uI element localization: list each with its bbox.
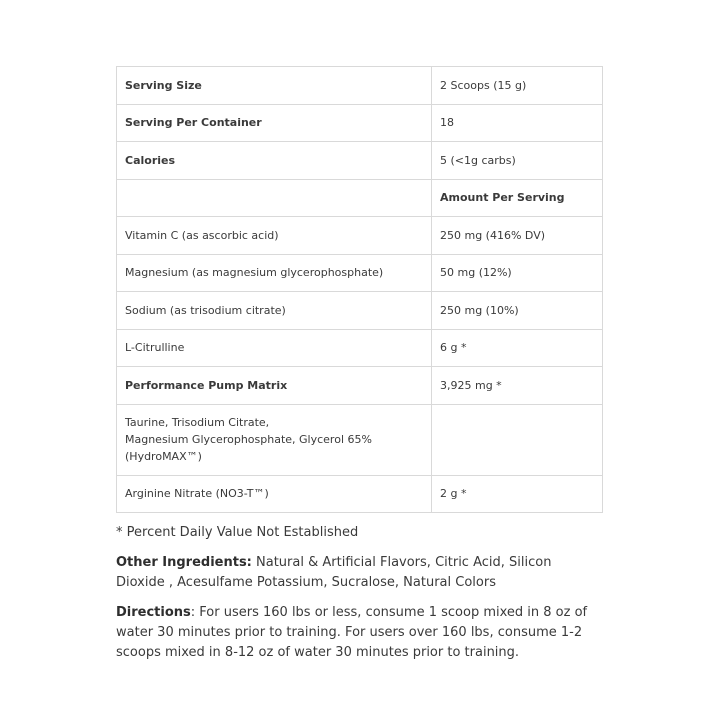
arginine-value: 2 g *	[432, 475, 603, 513]
empty-header-cell	[117, 179, 432, 217]
other-ingredients-text: Natural & Artificial Flavors, Citric Acid, Silicon Dioxide , Acesulfame Potassium, Sucralose, Natural Colors	[116, 555, 552, 590]
serving-size-value: 2 Scoops (15 g)	[432, 67, 603, 105]
table-row	[117, 254, 603, 292]
empty-cell	[432, 404, 603, 475]
other-ingredients	[116, 553, 601, 593]
table-row	[117, 292, 603, 330]
calories-value: 5 (<1g carbs)	[432, 142, 603, 180]
nutrient-name: Sodium (as trisodium citrate)	[117, 292, 432, 330]
table-row	[117, 475, 603, 513]
nutrient-name: L-Citrulline	[117, 329, 432, 367]
table-row	[117, 217, 603, 255]
table-row	[117, 179, 603, 217]
supplement-facts-panel	[116, 66, 601, 673]
directions	[116, 603, 601, 663]
matrix-line: Magnesium Glycerophosphate, Glycerol 65%	[125, 433, 372, 446]
matrix-line: (HydroMAX™)	[125, 450, 202, 463]
table-row	[117, 142, 603, 180]
matrix-ingredients	[117, 404, 432, 475]
product-notes	[116, 523, 601, 663]
table-row	[117, 367, 603, 405]
calories-label: Calories	[117, 142, 432, 180]
arginine-label: Arginine Nitrate (NO3-T™)	[117, 475, 432, 513]
matrix-label: Performance Pump Matrix	[117, 367, 432, 405]
nutrient-amount: 6 g *	[432, 329, 603, 367]
directions-label: Directions	[116, 605, 191, 620]
serving-size-label: Serving Size	[117, 67, 432, 105]
nutrient-amount: 50 mg (12%)	[432, 254, 603, 292]
amount-per-serving-header: Amount Per Serving	[432, 179, 603, 217]
directions-text: : For users 160 lbs or less, consume 1 scoop mixed in 8 oz of water 30 minutes prior to training. For users over 160 lbs, consume 1-2 scoops mixed in 8-12 oz of water 30 minutes prior to training.	[116, 605, 588, 660]
footnote: * Percent Daily Value Not Established	[116, 525, 359, 540]
servings-per-container-value: 18	[432, 104, 603, 142]
other-ingredients-label: Other Ingredients:	[116, 555, 252, 570]
table-row	[117, 404, 603, 475]
table-row	[117, 329, 603, 367]
matrix-value: 3,925 mg *	[432, 367, 603, 405]
matrix-line: Taurine, Trisodium Citrate,	[125, 416, 270, 429]
table-row	[117, 67, 603, 105]
nutrient-name: Magnesium (as magnesium glycerophosphate)	[117, 254, 432, 292]
servings-per-container-label: Serving Per Container	[117, 104, 432, 142]
nutrient-amount: 250 mg (416% DV)	[432, 217, 603, 255]
supplement-facts-table	[116, 66, 603, 513]
table-row	[117, 104, 603, 142]
nutrient-amount: 250 mg (10%)	[432, 292, 603, 330]
nutrient-name: Vitamin C (as ascorbic acid)	[117, 217, 432, 255]
